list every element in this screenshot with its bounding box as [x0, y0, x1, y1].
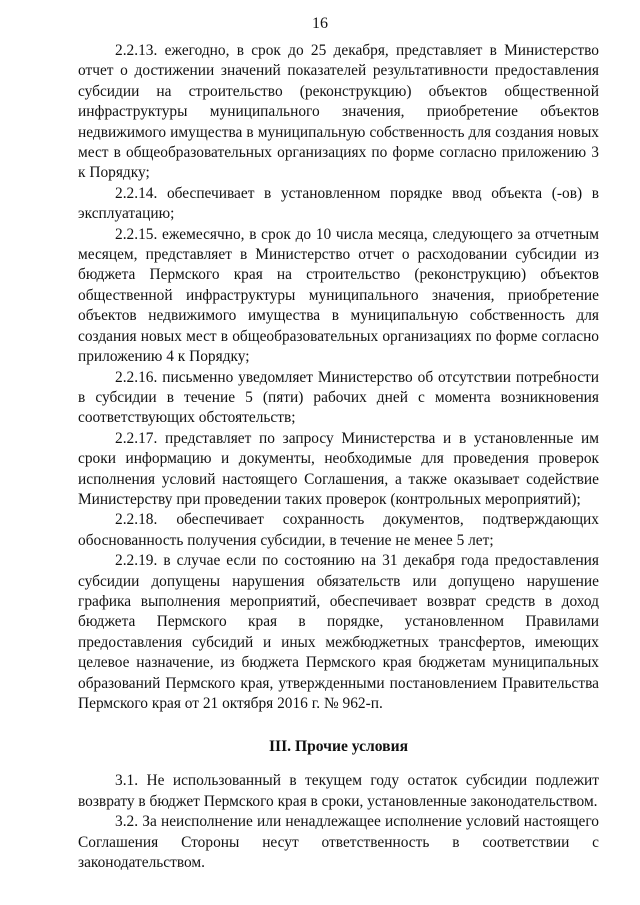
- clause-2-2-17: 2.2.17. представляет по запросу Министерства и в установленные им сроки информацию и документы, необходимые для проведения проверок исполнения условий настоящего Соглашения, а также оказывает содействие Министерству при проведении таких проверок (контрольных мероприятий);: [78, 429, 599, 508]
- clause-3-2: 3.2. За неисполнение или ненадлежащее исполнение условий настоящего Соглашения Стороны несут ответственность в соответствии с законодательством.: [78, 813, 599, 872]
- clause-2-2-18: 2.2.18. обеспечивает сохранность документов, подтверждающих обоснованность получения субсидии, в течение не менее 5 лет;: [78, 511, 599, 549]
- clause-2-2-14: 2.2.14. обеспечивает в установленном порядке ввод объекта (-ов) в эксплуатацию;: [78, 184, 599, 223]
- clause-3-1: 3.1. Не использованный в текущем году остаток субсидии подлежит возврату в бюджет Пермского края в сроки, установленные законодательством.: [78, 772, 599, 810]
- section-title: III. Прочие условия: [268, 738, 409, 756]
- document-body: [78, 41, 599, 873]
- page-number: 16: [312, 15, 328, 32]
- clause-2-2-15: 2.2.15. ежемесячно, в срок до 10 числа месяца, следующего за отчетным месяцем, представляет в Министерство отчет о расходовании субсидии из бюджета Пермского края на строительство (реконструкцию) объектов общественной инфраструктуры муниципального значения, приобретение объектов недвижимого имущества в муниципальную собственность для создания новых мест в общеобразовательных организациях по форме согласно приложению 4 к Порядку;: [78, 225, 599, 366]
- clause-2-2-13: 2.2.13. ежегодно, в срок до 25 декабря, представляет в Министерство отчет о достижении значений показателей результативности предоставления субсидии на строительство (реконструкцию) объектов общественной инфраструктуры муниципального значения, приобретение объектов недвижимого имущества в муниципальную собственность для создания новых мест в общеобразовательных организациях по форме согласно приложению 3 к Порядку;: [78, 42, 599, 182]
- clause-2-2-19: 2.2.19. в случае если по состоянию на 31 декабря года предоставления субсидии допущены нарушения обязательств или допущено нарушение графика выполнения мероприятий, обеспечивает возврат средств в доход бюджета Пермского края в порядке, установленном Правилами предоставления субсидий и иных межбюджетных трансфертов, имеющих целевое назначение, из бюджета Пермского края бюджетам муниципальных образований Пермского края, утвержденными постановлением Правительства Пермского края от 21 октября 2016 г. № 962-п.: [78, 552, 599, 712]
- clause-2-2-16: 2.2.16. письменно уведомляет Министерство об отсутствии потребности в субсидии в течение 5 (пяти) рабочих дней с момента возникновения соответствующих обстоятельств;: [78, 368, 599, 427]
